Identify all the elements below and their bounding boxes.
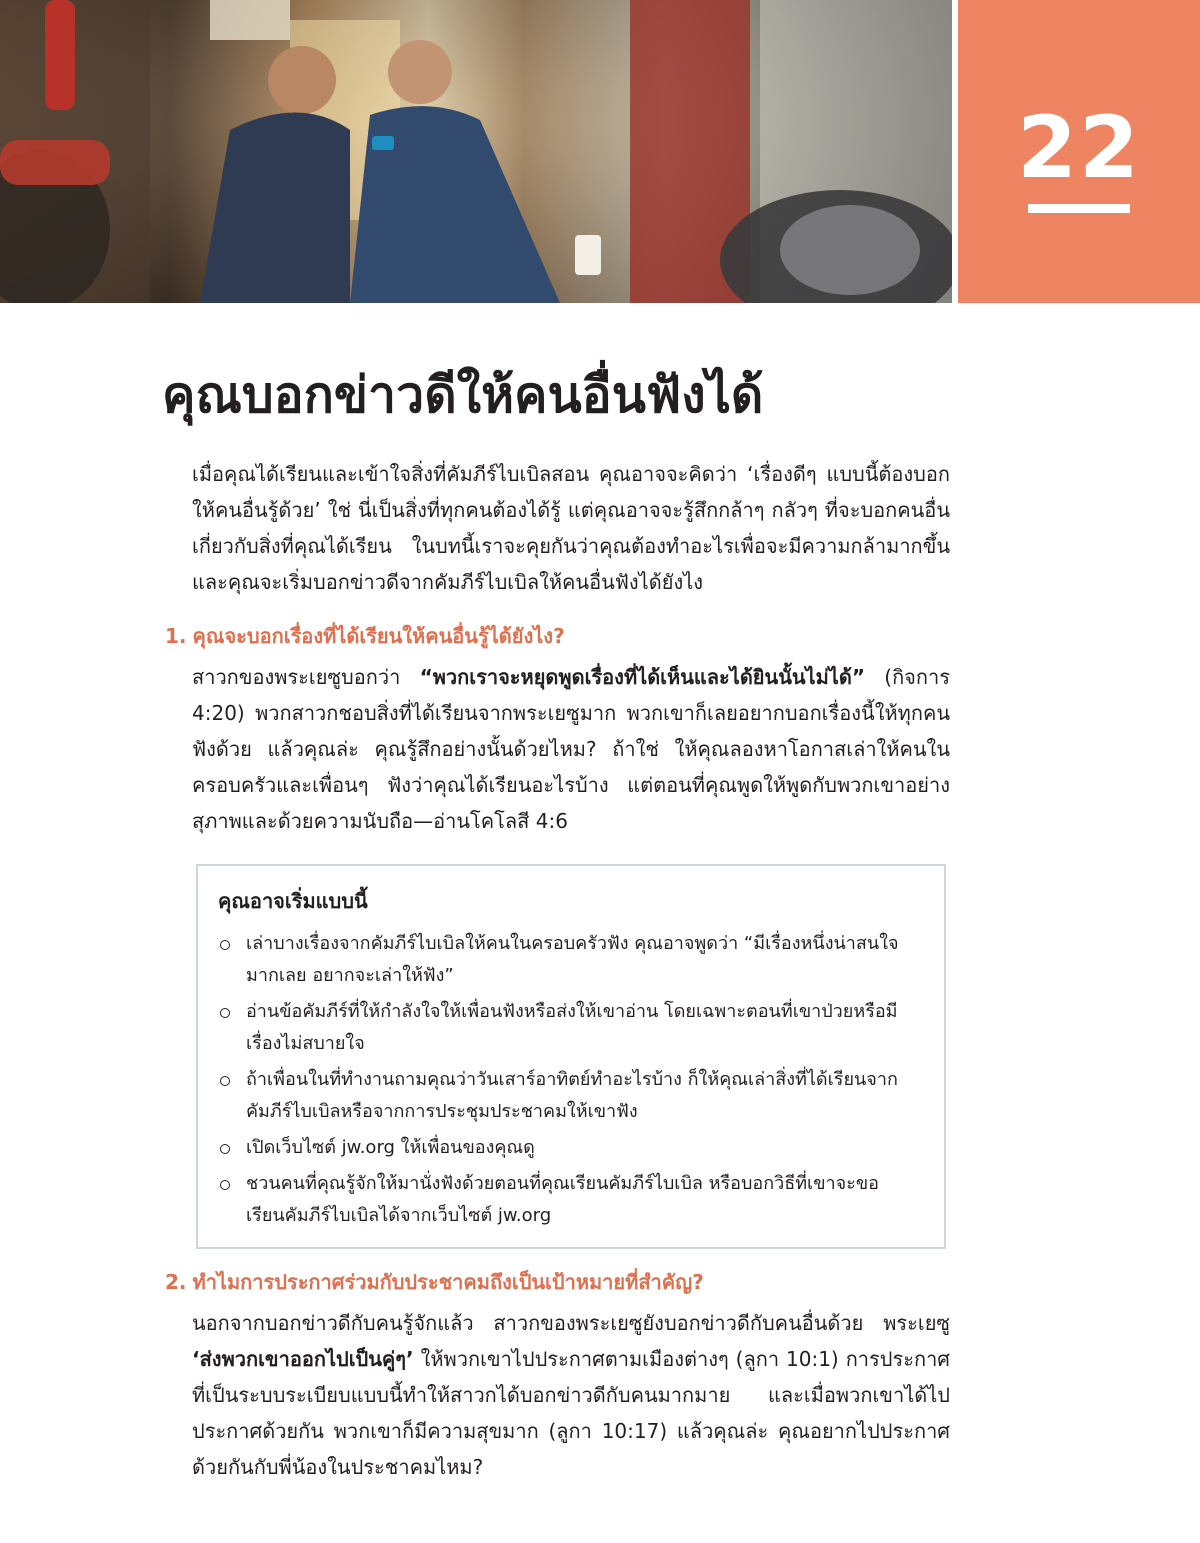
tip-item-text: อ่านข้อคัมภีร์ที่ให้กำลังใจให้เพื่อนฟังหรือส่งให้เขาอ่าน โดยเฉพาะตอนที่เขาป่วยหรือมีเรื่องไม่สบายใจ (246, 1001, 898, 1054)
tip-list-item (218, 1064, 908, 1128)
tip-item-text: เล่าบางเรื่องจากคัมภีร์ไบเบิลให้คนในครอบครัวฟัง คุณอาจพูดว่า “มีเรื่องหนึ่งน่าสนใจมากเลย อยากจะเล่าให้ฟัง” (246, 933, 899, 986)
section-2-heading-text: ทำไมการประกาศร่วมกับประชาคมถึงเป็นเป้าหมายที่สำคัญ? (192, 1270, 704, 1294)
tip-box-heading: คุณอาจเริ่มแบบนี้ (218, 889, 368, 913)
bullet-icon (220, 1144, 230, 1154)
lesson-title: คุณบอกข่าวดีให้คนอื่นฟังได้ (162, 366, 764, 424)
lesson-number: 22 (1017, 98, 1141, 198)
section-2-text-after: ให้พวกเขาไปประกาศตามเมืองต่างๆ (ลูกา 10:1) การประกาศที่เป็นระบบระเบียบแบบนี้ทำให้สาวกได้บอกข่าวดีกับคนมากมาย และเมื่อพวกเขาได้ไปประกาศด้วยกัน พวกเขาก็มีความสุขมาก (ลูกา 10:17) แล้วคุณล่ะ คุณอยากไปประกาศด้วยกันกับพี่น้องในประชาคมไหม? (192, 1347, 950, 1479)
section-2-number: 2. (165, 1270, 187, 1294)
header-photo (0, 0, 952, 303)
tip-item-text: ถ้าเพื่อนในที่ทำงานถามคุณว่าวันเสาร์อาทิตย์ทำอะไรบ้าง ก็ให้คุณเล่าสิ่งที่ได้เรียนจากคัมภีร์ไบเบิลหรือจากการประชุมประชาคมให้เขาฟัง (246, 1069, 898, 1122)
section-2-heading (165, 1266, 704, 1298)
tip-list-item (218, 928, 908, 992)
bullet-icon (220, 1008, 230, 1018)
section-2-paragraph (192, 1305, 950, 1485)
tip-box (196, 864, 946, 1249)
tip-list-item (218, 996, 908, 1060)
tip-item-text: เปิดเว็บไซต์ jw.org ให้เพื่อนของคุณดู (246, 1137, 535, 1158)
section-1-paragraph (192, 659, 950, 839)
tip-list (218, 928, 908, 1236)
tip-list-item (218, 1168, 908, 1232)
section-1-quote: “พวกเราจะหยุดพูดเรื่องที่ได้เห็นและได้ยินนั้นไม่ได้” (419, 665, 865, 689)
tip-item-text: ชวนคนที่คุณรู้จักให้มานั่งฟังด้วยตอนที่คุณเรียนคัมภีร์ไบเบิล หรือบอกวิธีที่เขาจะขอเรียนคัมภีร์ไบเบิลได้จากเว็บไซต์ jw.org (246, 1173, 879, 1226)
section-1-text-after: (กิจการ 4:20) พวกสาวกชอบสิ่งที่ได้เรียนจากพระเยซูมาก พวกเขาก็เลยอยากบอกเรื่องนี้ให้ทุกคนฟังด้วย แล้วคุณล่ะ คุณรู้สึกอย่างนั้นด้วยไหม? ถ้าใช่ ให้คุณลองหาโอกาสเล่าให้คนในครอบครัวและเพื่อนๆ ฟังว่าคุณได้เรียนอะไรบ้าง แต่ตอนที่คุณพูดให้พูดกับพวกเขาอย่างสุภาพและด้วยความนับถือ—อ่านโคโลสี 4:6 (192, 665, 950, 833)
section-2-quote: ‘ส่งพวกเขาออกไปเป็นคู่ๆ’ (192, 1347, 414, 1371)
bullet-icon (220, 940, 230, 950)
tip-list-item (218, 1132, 908, 1164)
section-1-text-before: สาวกของพระเยซูบอกว่า (192, 665, 420, 689)
lesson-number-underline (1028, 204, 1130, 213)
bullet-icon (220, 1076, 230, 1086)
bullet-icon (220, 1180, 230, 1190)
mechanics-garage-photo (0, 0, 952, 303)
lesson-number-badge (958, 0, 1200, 303)
intro-paragraph: เมื่อคุณได้เรียนและเข้าใจสิ่งที่คัมภีร์ไบเบิลสอน คุณอาจจะคิดว่า ‘เรื่องดีๆ แบบนี้ต้องบอกให้คนอื่นรู้ด้วย’ ใช่ นี่เป็นสิ่งที่ทุกคนต้องได้รู้ แต่คุณอาจจะรู้สึกกล้าๆ กลัวๆ ที่จะบอกคนอื่นเกี่ยวกับสิ่งที่คุณได้เรียน ในบทนี้เราจะคุยกันว่าคุณต้องทำอะไรเพื่อจะมีความกล้ามากขึ้น และคุณจะเริ่มบอกข่าวดีจากคัมภีร์ไบเบิลให้คนอื่นฟังได้ยังไง (192, 462, 950, 594)
section-1-number: 1. (165, 624, 187, 648)
section-1-heading (165, 620, 565, 652)
section-1-heading-text: คุณจะบอกเรื่องที่ได้เรียนให้คนอื่นรู้ได้ยังไง? (192, 624, 565, 648)
section-2-text-before: นอกจากบอกข่าวดีกับคนรู้จักแล้ว สาวกของพระเยซูยังบอกข่าวดีกับคนอื่นด้วย พระเยซู (192, 1311, 950, 1335)
